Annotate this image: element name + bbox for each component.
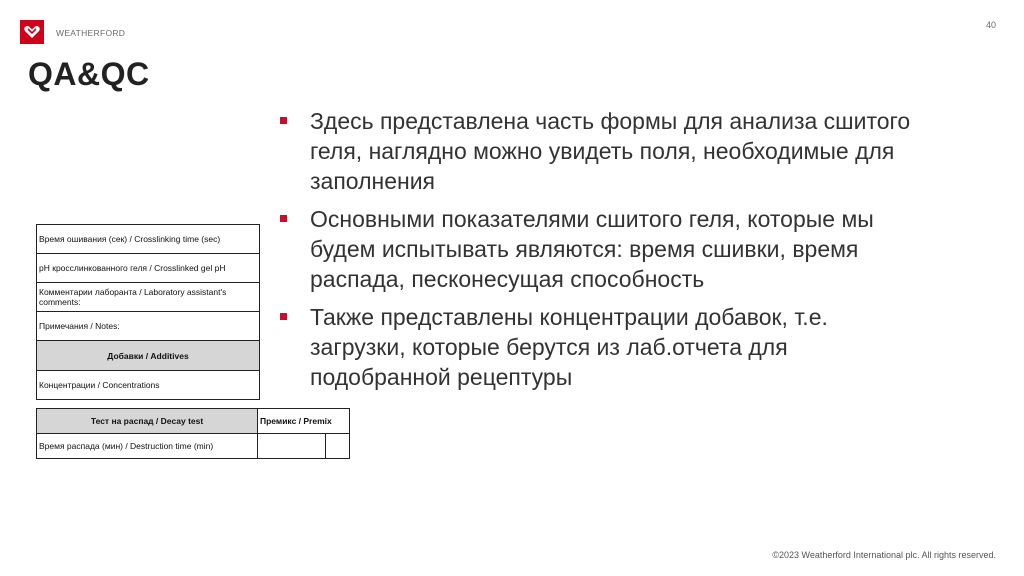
form-decay-header: Тест на распад / Decay test: [37, 409, 258, 434]
square-bullet-icon: [280, 117, 287, 124]
bullet-text: Также представлены концентрации добавок, т.е. загрузки, которые берутся из лаб.отчета для подобранной рецептуры: [310, 304, 828, 390]
form-table-main: [36, 224, 260, 400]
form-cell-empty: [258, 434, 326, 459]
heart-chevron-icon: [24, 25, 40, 39]
weatherford-logo: [20, 20, 44, 44]
form-premix-header: Премикс / Premix: [258, 409, 350, 434]
form-row-concentrations: Концентрации / Concentrations: [37, 371, 260, 400]
gel-analysis-form: [36, 224, 350, 459]
bullet-text: Здесь представлена часть формы для анализа сшитого геля, наглядно можно увидеть поля, необходимые для заполнения: [310, 108, 911, 194]
copyright-footer: ©2023 Weatherford International plc. All rights reserved.: [772, 550, 996, 560]
page-title: QA&QC: [28, 56, 150, 92]
form-row-destruction-time: Время распада (мин) / Destruction time (min): [37, 434, 258, 459]
bullet-text: Основными показателями сшитого геля, которые мы будем испытывать являются: время сшивки, время распада, песконесущая способность: [310, 206, 874, 292]
square-bullet-icon: [280, 215, 287, 222]
form-row-notes: Примечания / Notes:: [37, 312, 260, 341]
form-row-crosslinking-time: Время ошивания (сек) / Crosslinking time (sec): [37, 225, 260, 254]
form-cell-empty: [326, 434, 350, 459]
page-number: 40: [985, 20, 996, 30]
form-row-ph: pH кросслинкованного геля / Crosslinked gel pH: [37, 254, 260, 283]
form-table-decay: [36, 408, 350, 459]
brand-name: WEATHERFORD: [56, 28, 126, 38]
bullet-item: [280, 106, 920, 196]
bullet-item: [280, 302, 920, 392]
bullet-list: [280, 106, 920, 400]
form-additives-header: Добавки / Additives: [37, 341, 260, 371]
form-row-comments: Комментарии лаборанта / Laboratory assistant's comments:: [37, 283, 260, 312]
bullet-item: [280, 204, 920, 294]
